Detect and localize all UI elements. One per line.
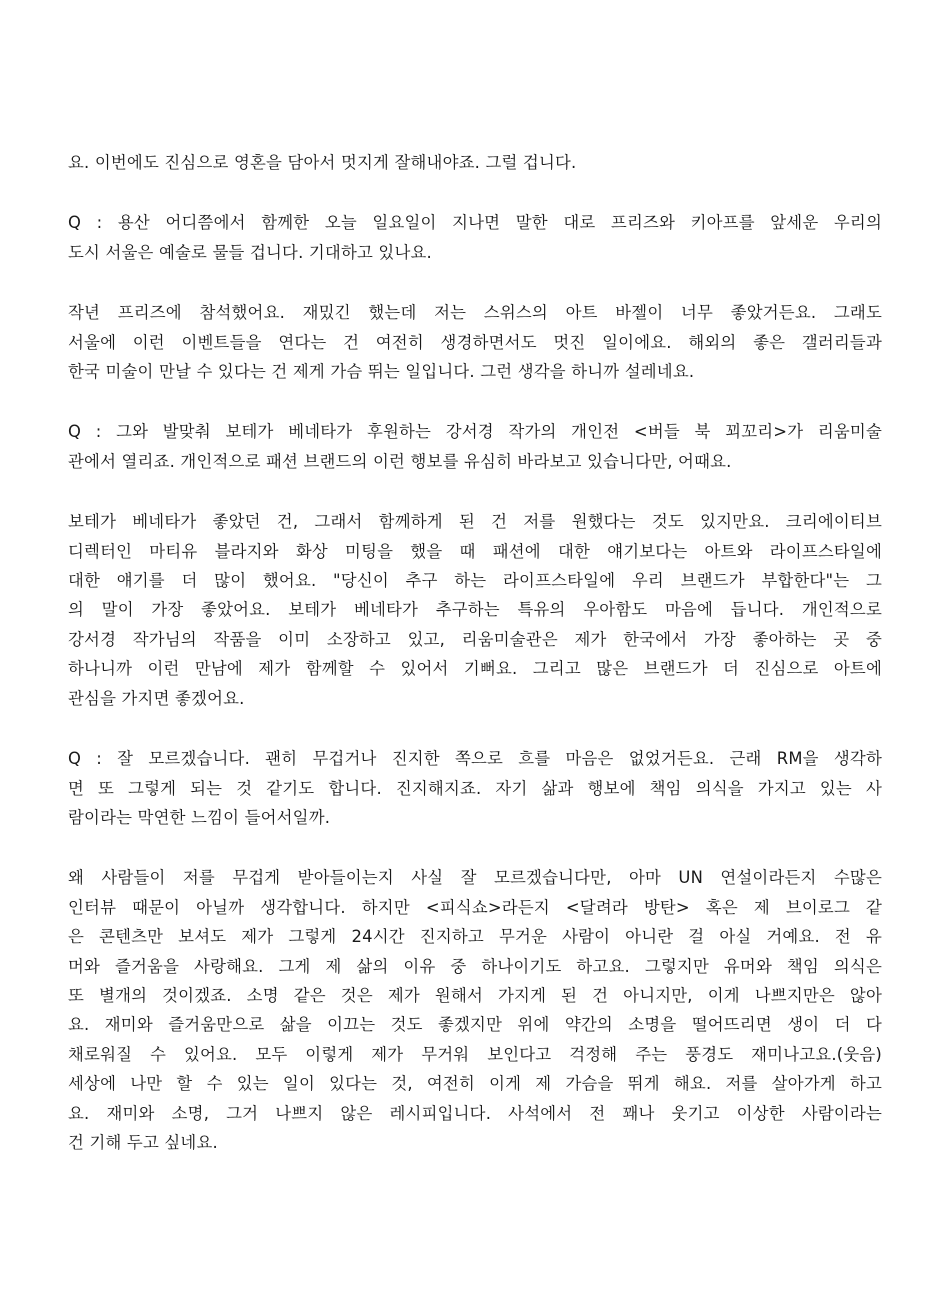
text-line: 도시 서울은 예술로 물들 겁니다. 기대하고 있나요. — [68, 242, 432, 262]
text-line: 채로워질 수 있어요. 모두 이렇게 제가 무거워 보인다고 걱정해 주는 풍경도 재미나고요.(웃음) — [68, 1044, 882, 1064]
text-line: 또 별개의 것이겠죠. 소명 같은 것은 제가 원해서 가지게 된 건 아니지만, 이게 나쁘지만은 않아 — [68, 985, 882, 1005]
text-line: Q : 잘 모르겠습니다. 괜히 무겁거나 진지한 쪽으로 흐를 마음은 없었거든요. 근래 RM을 생각하 — [68, 749, 882, 769]
text-line: 보테가 베네타가 좋았던 건, 그래서 함께하게 된 건 저를 원했다는 것도 있지만요. 크리에이티브 — [68, 512, 882, 532]
text-line: 요. 재미와 소명, 그거 나쁘지 않은 레시피입니다. 사석에서 전 꽤나 웃기고 이상한 사람이라는 — [68, 1103, 882, 1123]
text-line: Q : 그와 발맞춰 보테가 베네타가 후원하는 강서경 작가의 개인전 <버들 북 꾀꼬리>가 리움미술 — [68, 422, 882, 442]
text-line: 관심을 가지면 좋겠어요. — [68, 688, 245, 708]
answer-paragraph — [68, 863, 882, 1157]
text-line: 면 또 그렇게 되는 것 같기도 합니다. 진지해지죠. 자기 삶과 행보에 책임 의식을 가지고 있는 사 — [68, 778, 882, 798]
text-line: 관에서 열리죠. 개인적으로 패션 브랜드의 이런 행보를 유심히 바라보고 있습니다만, 어때요. — [68, 451, 732, 471]
question-paragraph — [68, 208, 882, 267]
text-line: 왜 사람들이 저를 무겁게 받아들이는지 사실 잘 모르겠습니다만, 아마 UN 연설이라든지 수많은 — [68, 868, 882, 888]
text-line: 은 콘텐츠만 보셔도 제가 그렇게 24시간 진지하고 무거운 사람이 아니란 걸 아실 거예요. 전 유 — [68, 927, 882, 947]
answer-paragraph — [68, 507, 882, 713]
text-line: 머와 즐거움을 사랑해요. 그게 제 삶의 이유 중 하나이기도 하고요. 그렇지만 유머와 책임 의식은 — [68, 956, 882, 976]
text-line: 요. 이번에도 진심으로 영혼을 담아서 멋지게 잘해내야죠. 그럴 겁니다. — [68, 153, 577, 172]
answer-paragraph — [68, 298, 882, 386]
text-line: 건 기해 두고 싶네요. — [68, 1132, 218, 1152]
question-paragraph — [68, 417, 882, 476]
text-line: 람이라는 막연한 느낌이 들어서일까. — [68, 807, 331, 827]
text-line: 요. 재미와 즐거움만으로 삶을 이끄는 것도 좋겠지만 위에 약간의 소명을 떨어뜨리면 생이 더 다 — [68, 1015, 882, 1035]
text-line: 대한 얘기를 더 많이 했어요. "당신이 추구 하는 라이프스타일에 우리 브랜드가 부합한다"는 그 — [68, 571, 882, 591]
text-line: 서울에 이런 이벤트들을 연다는 건 여전히 생경하면서도 멋진 일이에요. 해외의 좋은 갤러리들과 — [68, 332, 882, 352]
text-line: 한국 미술이 만날 수 있다는 건 제게 가슴 뛰는 일입니다. 그런 생각을 하니까 설레네요. — [68, 362, 695, 382]
text-line: 의 말이 가장 좋았어요. 보테가 베네타가 추구하는 특유의 우아함도 마음에 듭니다. 개인적으로 — [68, 600, 882, 620]
text-line: 하나니까 이런 만남에 제가 함께할 수 있어서 기뻐요. 그리고 많은 브랜드가 더 진심으로 아트에 — [68, 659, 882, 679]
question-paragraph — [68, 744, 882, 832]
paragraph-continuation — [68, 148, 882, 177]
text-line: Q : 용산 어디쯤에서 함께한 오늘 일요일이 지나면 말한 대로 프리즈와 키아프를 앞세운 우리의 — [68, 213, 882, 233]
text-line: 디렉터인 마티유 블라지와 화상 미팅을 했을 때 패션에 대한 얘기보다는 아트와 라이프스타일에 — [68, 541, 882, 561]
text-line: 작년 프리즈에 참석했어요. 재밌긴 했는데 저는 스위스의 아트 바젤이 너무 좋았거든요. 그래도 — [68, 303, 882, 323]
text-line: 세상에 나만 할 수 있는 일이 있다는 것, 여전히 이게 제 가슴을 뛰게 해요. 저를 살아가게 하고 — [68, 1074, 882, 1094]
text-line: 강서경 작가님의 작품을 이미 소장하고 있고, 리움미술관은 제가 한국에서 가장 좋아하는 곳 중 — [68, 629, 882, 649]
document-page — [68, 148, 882, 1188]
text-line: 인터뷰 때문이 아닐까 생각합니다. 하지만 <피식쇼>라든지 <달려라 방탄> 혹은 제 브이로그 같 — [68, 897, 882, 917]
